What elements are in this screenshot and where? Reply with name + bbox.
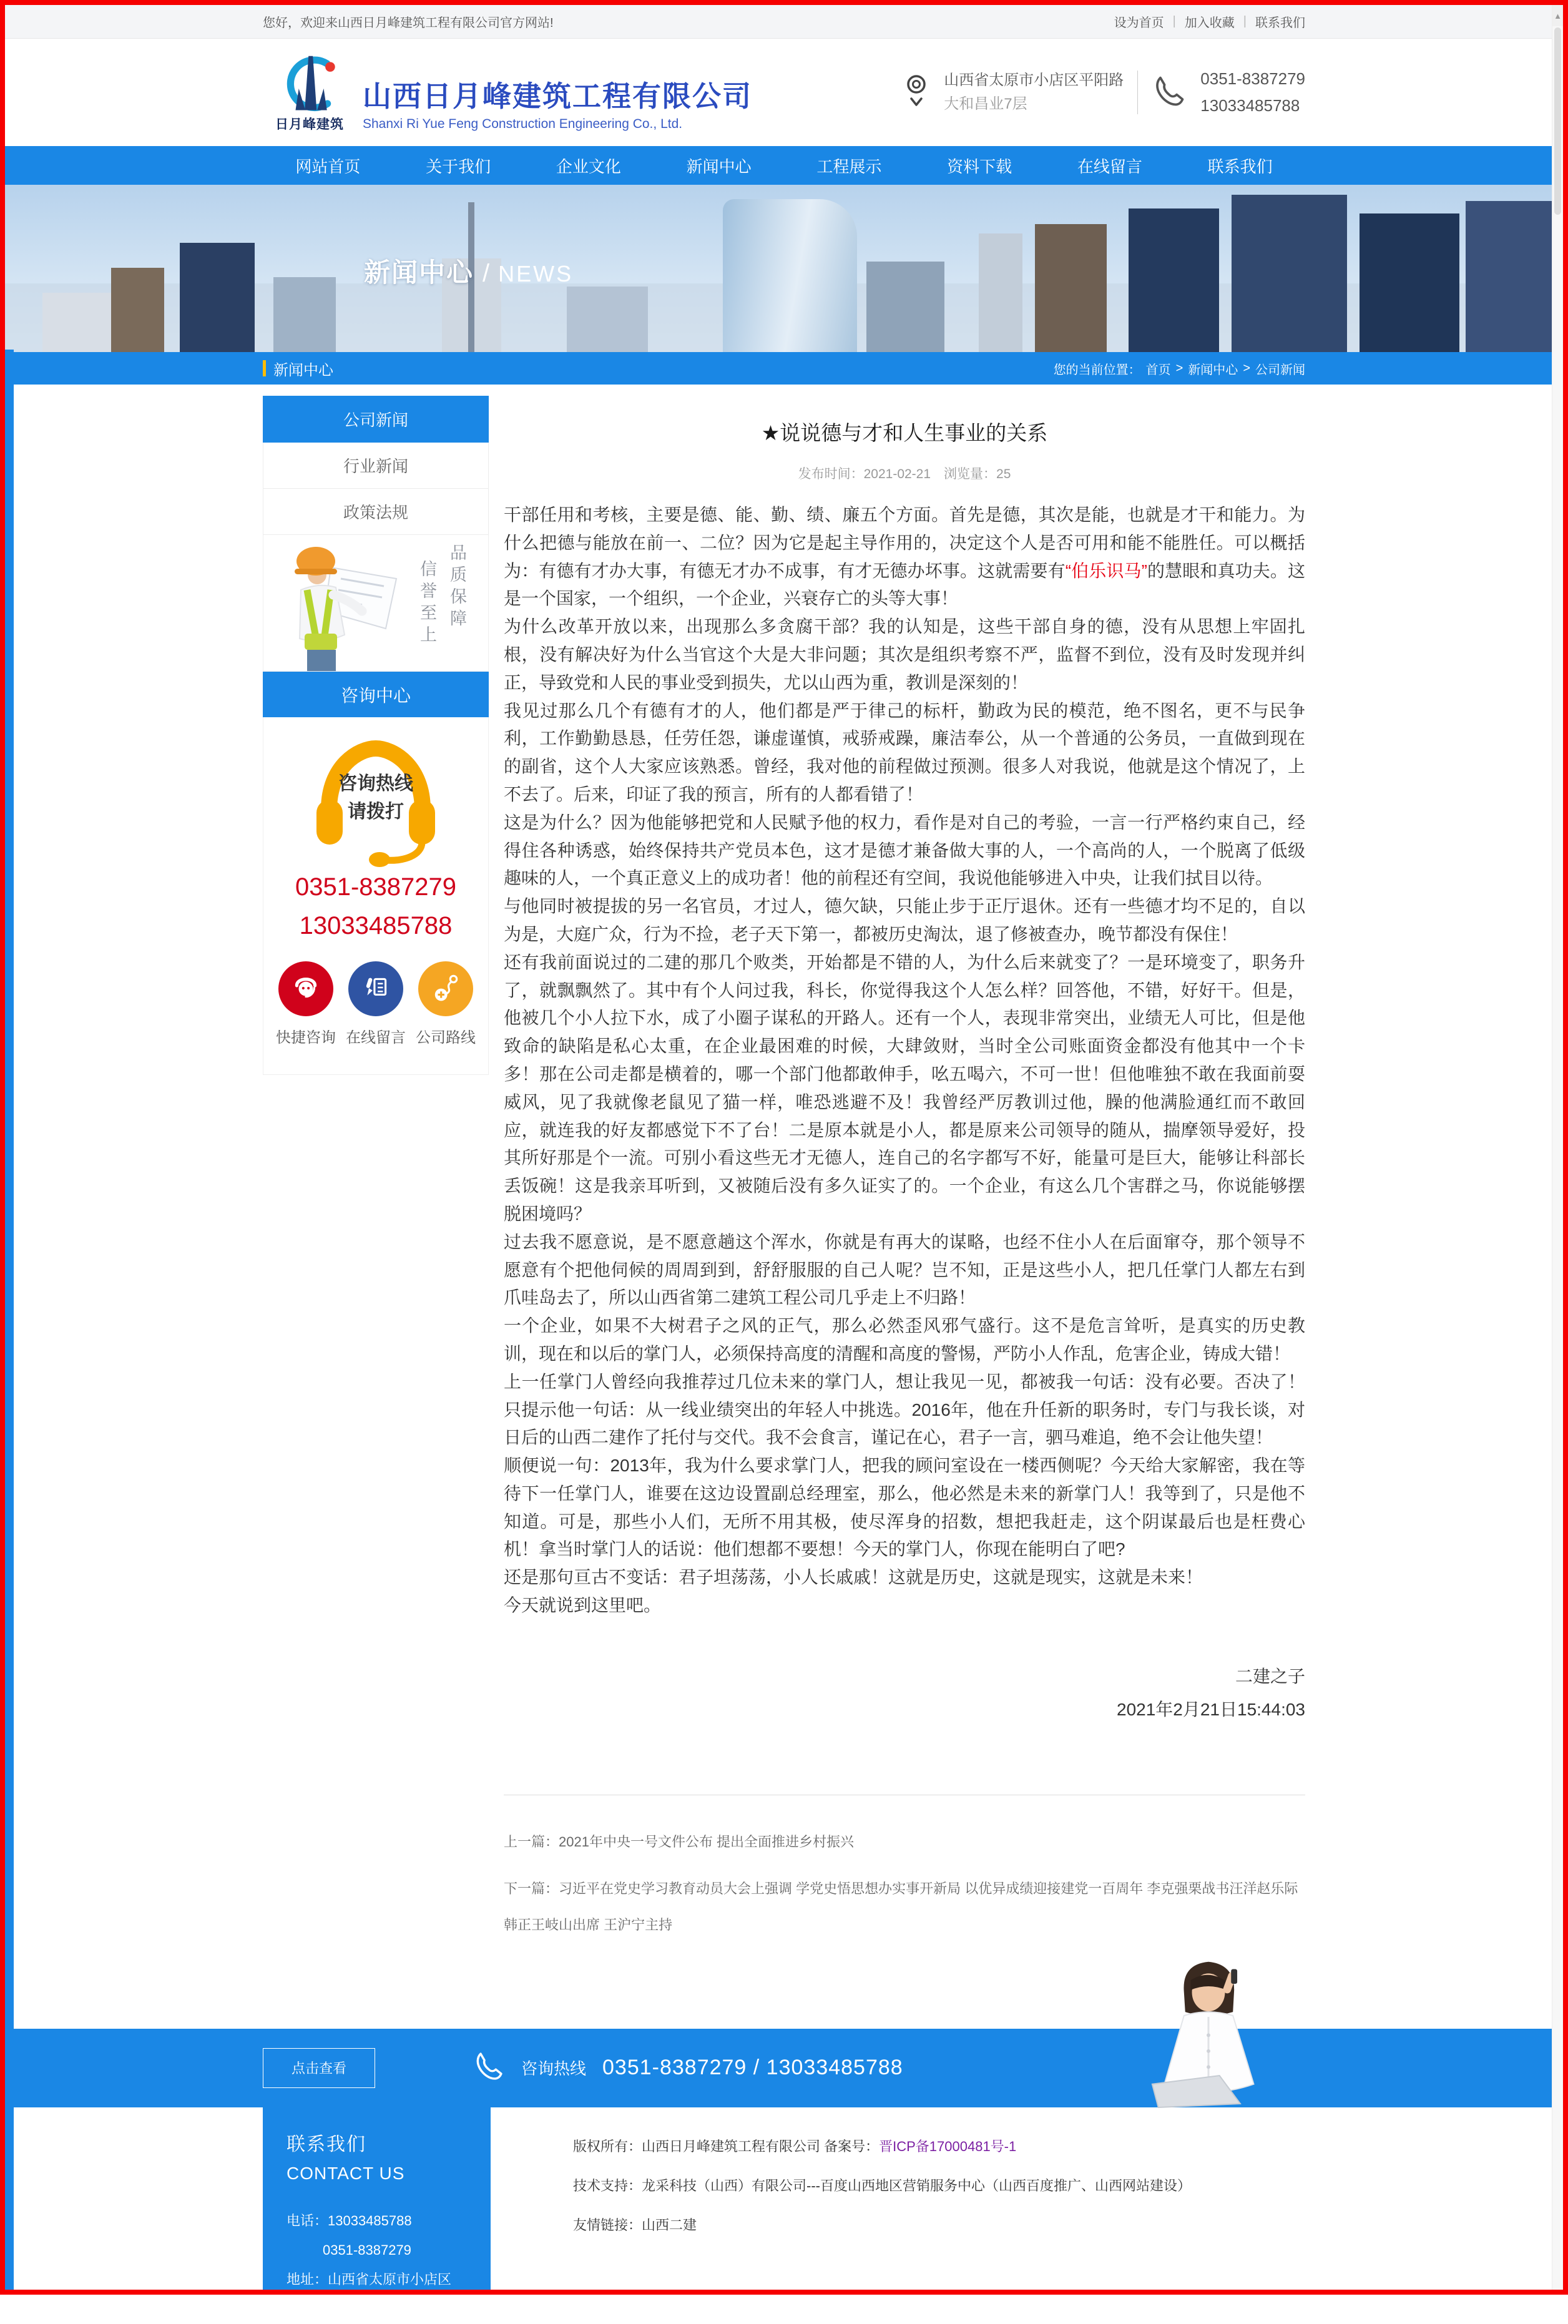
scrollbar-up-arrow[interactable]: ▲ xyxy=(1552,5,1563,26)
hotline-band-label: 咨询热线 xyxy=(521,2059,587,2079)
nav-news[interactable]: 新闻中心 xyxy=(686,157,752,176)
phone-icon xyxy=(1152,74,1187,112)
consult-box xyxy=(263,717,489,1075)
phone-receiver-icon xyxy=(473,2050,505,2086)
sidebar-item-company-news[interactable]: 公司新闻 xyxy=(263,396,489,443)
breadcrumb-current[interactable]: 公司新闻 xyxy=(1255,363,1305,377)
main-nav xyxy=(5,146,1563,185)
banner-building xyxy=(1129,208,1219,352)
banner-building xyxy=(1466,201,1563,352)
address-line1: 山西省太原市小店区平阳路 xyxy=(944,71,1124,89)
banner-slash: / xyxy=(483,260,490,287)
article-paragraph: 还有我前面说过的二建的那几个败类，开始都是不错的人，为什么后来就变了？一是环境变了，职务升了，就飘飘然了。其中有个人问过我，科长，你觉得我这个人怎么样？回答他，不错，好好干。但是，他被几个小人拉下水，成了小圈子谋私的开路人。还有一个人，表现非常突出，业绩无人可比，但是他致命的缺陷是私心太重，在企业最困难的时候，大肆敛财，当时全公司账面资金都没有他其中一个卡多！那在公司走都是横着的，哪一个部门他都敢伸手，吆五喝六，不可一世！但他唯独不敢在我面前耍威风，见了我就像老鼠见了猫一样，唯恐逃避不及！我曾经严厉教训过他，臊的他满脸通红而不敢回应，就连我的好友都感觉下不了台！二是原本就是小人，都是原来公司领导的随从，揣摩领导爱好，投其所好那是个一流。可别小看这些无才无德人，连自己的名字都写不好，能量可是巨大，能够让科部长丢饭碗！这是我亲耳听到，又被随后没有多久证实了的。一个企业，有这么几个害群之马，你说能够摆脱困境吗？ xyxy=(504,952,1305,1223)
breadcrumb xyxy=(1054,360,1305,378)
breadcrumb-separator: > xyxy=(1175,361,1183,375)
hotline-numbers xyxy=(263,868,488,945)
online-message-label: 在线留言 xyxy=(346,1029,406,1046)
article-pagination xyxy=(504,1795,1305,1979)
nav-contact[interactable]: 联系我们 xyxy=(1207,157,1273,176)
banner-building xyxy=(979,233,1022,352)
hotline-band xyxy=(5,2029,1563,2107)
friend-links-line: 友情链接：山西二建 xyxy=(573,2217,697,2233)
address-line2: 大和昌业7层 xyxy=(944,96,1027,112)
banner-building xyxy=(567,287,648,352)
nav-home[interactable]: 网站首页 xyxy=(295,157,361,176)
banner-caption xyxy=(364,252,573,290)
quick-consult-button[interactable] xyxy=(278,961,333,1016)
article-paragraph: 与他同时被提拔的另一名官员，才过人，德欠缺，只能止步于正厅退休。还有一些德才均不足的，自以为是，大庭广众，行为不捡，老子天下第一，都被历史淘汰，退了修被查办，晚节都没有保住！ xyxy=(504,896,1305,944)
customer-service-icon xyxy=(290,972,321,1006)
click-view-button[interactable]: 点击查看 xyxy=(263,2048,375,2088)
article-paragraph: 这是为什么？因为他能够把党和人民赋予他的权力，看作是对自己的考验，一言一行严格约束自己，经得住各种诱惑，始终保持共产党员本色，这才是德才兼备做大事的人，一个高尚的人，一个脱离了低级趣味的人，一个真正意义上的成功者！他的前程还有空间，我说他能够进入中央，让我们拭目以待。 xyxy=(504,812,1305,888)
news-banner xyxy=(5,185,1563,352)
footer-tel-line2: 0351-8387279 xyxy=(323,2242,411,2258)
breadcrumb-news-link[interactable]: 新闻中心 xyxy=(1188,363,1238,377)
tech-support-line: 技术支持：龙采科技（山西）有限公司---百度山西地区营销服务中心（山西百度推广、山西网站建设） xyxy=(573,2177,1191,2194)
sidebar-item-policy[interactable]: 政策法规 xyxy=(263,489,489,535)
copyright-line: 版权所有：山西日月峰建筑工程有限公司 备案号：晋ICP备17000481号-1 xyxy=(573,2138,1017,2154)
sidebar-item-industry-news[interactable]: 行业新闻 xyxy=(263,443,489,489)
pen-message-icon xyxy=(360,972,391,1006)
separator: | xyxy=(1172,14,1176,28)
banner-building xyxy=(1360,213,1459,352)
icp-link[interactable]: 晋ICP备17000481号-1 xyxy=(879,2138,1017,2154)
logo-link[interactable] xyxy=(263,52,752,133)
scrollbar[interactable] xyxy=(1552,5,1563,2290)
banner-building xyxy=(866,262,944,352)
article-paragraph: 过去我不愿意说，是不愿意趟这个浑水，你就是有再大的谋略，也经不住小人在后面窜夺，那个领导不愿意有个把他伺候的周周到到，舒舒服服的自己人呢？岂不知，正是这些小人，把几任掌门人都左右到爪哇岛去了，所以山西省第二建筑工程公司几乎走上不归路！ xyxy=(504,1232,1305,1308)
company-name-en: Shanxi Ri Yue Feng Construction Engineering Co., Ltd. xyxy=(363,116,683,131)
prev-article-link[interactable]: 上一篇：2021年中央一号文件公布 提出全面推进乡村振兴 xyxy=(504,1834,855,1850)
footer-addr-line2: 平阳路大和昌业7层 xyxy=(323,2301,441,2317)
nav-message[interactable]: 在线留言 xyxy=(1077,157,1142,176)
next-article-link[interactable]: 下一篇：习近平在党史学习教育动员大会上强调 学党史悟思想办实事开新局 以优异成绩迎接建党一百周年 李克强栗战书汪洋赵乐际韩正王岐山出席 王沪宁主持 xyxy=(504,1881,1298,1933)
article-paragraph: 为什么改革开放以来，出现那么多贪腐干部？我的认知是，这些干部自身的德，没有从思想上牢固扎根，没有解决好为什么当官这个大是大非问题；其次是组织考察不严，监督不到位，没有及时发现并纠正，导致党和人民的事业受到损失，尤以山西为重，教训是深刻的！ xyxy=(504,617,1305,692)
header-contact xyxy=(903,66,1305,119)
header-phone1: 0351-8387279 xyxy=(1200,69,1305,89)
quality-promo-image xyxy=(263,535,489,672)
banner-building xyxy=(1232,195,1347,352)
consult-center-header: 咨询中心 xyxy=(263,672,489,717)
header-phone2: 13033485788 xyxy=(1200,96,1300,115)
add-favorite-link[interactable]: 加入收藏 xyxy=(1184,16,1235,30)
article-body xyxy=(504,501,1305,1620)
banner-building xyxy=(111,268,164,352)
signature-date: 2021年2月21日15:44:03 xyxy=(1117,1700,1305,1720)
banner-building xyxy=(1035,224,1107,352)
company-logo-icon xyxy=(277,52,342,118)
banner-building xyxy=(723,199,857,352)
set-home-link[interactable]: 设为首页 xyxy=(1114,16,1164,30)
topbar-links xyxy=(1114,12,1305,31)
article-paragraph: 干部任用和考核，主要是德、能、勤、绩、廉五个方面。首先是德，其次是能，也就是才干和能力。为什么把德与能放在前一、二位？因为它是起主导作用的，决定这个人是否可用和能不能胜任。可以概括为：有德有才办大事，有德无才办不成事，有才无德办坏事。这就需要有“伯乐识马”的慧眼和真功夫。这是一个国家，一个组织，一个企业，兴衰存亡的头等大事！ xyxy=(504,505,1305,609)
promo-text-quality: 品质保障 xyxy=(448,544,466,631)
company-name: 山西日月峰建筑工程有限公司 xyxy=(363,79,752,112)
breadcrumb-band xyxy=(5,352,1563,385)
breadcrumb-prefix: 您的当前位置： xyxy=(1053,363,1141,377)
welcome-text: 您好，欢迎来山西日月峰建筑工程有限公司官方网站! xyxy=(263,16,554,30)
friend-link-shanxi-erjian[interactable]: 山西二建 xyxy=(642,2217,697,2233)
company-route-button[interactable] xyxy=(418,961,473,1016)
article-meta: 发布时间：2021-02-21 浏览量：25 xyxy=(798,467,1011,481)
article-paragraph: 顺便说一句：2013年，我为什么要求掌门人，把我的顾问室设在一楼西侧呢？今天给大家解密，我在等待下一任掌门人，谁要在这边设置副总经理室，那么，他必然是未来的新掌门人！我等到了，只是他不知道。可是，那些小人们，无所不用其极，使尽浑身的招数，想把我赶走，这个阴谋最后也是枉费心机！拿当时掌门人的话说：他们想都不要想！今天的掌门人，你现在能明白了吧? xyxy=(504,1456,1305,1559)
banner-building xyxy=(180,243,255,352)
promo-text-reputation: 信誉至上 xyxy=(418,560,436,647)
site-header xyxy=(5,39,1563,146)
left-accent-strip xyxy=(5,350,14,2290)
hotline-phone2: 13033485788 xyxy=(299,912,453,939)
breadcrumb-home-link[interactable]: 首页 xyxy=(1145,363,1171,377)
article-paragraph: 上一任掌门人曾经向我推荐过几位未来的掌门人，想让我见一见，都被我一句话：没有必要。否决了！只提示他一句话：从一线业绩突出的年轻人中挑选。2016年，他在升任新的职务时，专门与我长谈，对日后的山西二建作了托付与交代。我不会食言，谨记在心，君子一言，驷马难追，绝不会让他失望！ xyxy=(504,1371,1305,1448)
headset-hotline-icon xyxy=(298,860,454,870)
article-signature xyxy=(504,1660,1305,1726)
section-title xyxy=(263,358,333,380)
footer-addr-line1: 地址：山西省太原市小店区 xyxy=(287,2272,452,2288)
nav-projects[interactable]: 工程展示 xyxy=(816,157,882,176)
banner-subtitle: NEWS xyxy=(498,261,574,287)
topbar xyxy=(5,5,1563,39)
location-pin-icon xyxy=(903,72,930,113)
online-message-button[interactable] xyxy=(348,961,403,1016)
section-title-text: 新闻中心 xyxy=(273,361,333,379)
divider xyxy=(1137,71,1138,114)
article-paragraph: 我见过那么几个有德有才的人，他们都是严于律己的标杆，勤政为民的模范，绝不图名，更不与民争利，工作勤勤恳恳，任劳任怨，谦虚谨慎，戒骄戒躁，廉洁奉公，从一个普通的公务员，一直做到现在的副省，这个人大家应该熟悉。曾经，我对他的前程做过预测。很多人对我说，他就是这个情况了，上不去了。后来，印证了我的预言，所有的人都看错了！ xyxy=(504,700,1305,804)
logo-small-text: 日月峰建筑 xyxy=(275,117,344,132)
customer-service-lady-image xyxy=(1146,1954,1271,2107)
nav-downloads[interactable]: 资料下载 xyxy=(947,157,1012,176)
route-map-icon xyxy=(430,972,461,1006)
article-paragraph: 还是那句亘古不变话：君子坦荡荡，小人长戚戚！这就是历史，这就是现实，这就是未来！ xyxy=(504,1567,1203,1587)
main-content xyxy=(263,385,1305,1979)
scrollbar-thumb[interactable] xyxy=(1554,27,1561,215)
article-title: ★说说德与才和人生事业的关系 xyxy=(761,421,1048,444)
breadcrumb-separator: > xyxy=(1243,361,1250,375)
banner-building xyxy=(273,277,336,352)
footer-contact-panel xyxy=(263,2107,491,2317)
accent-bar xyxy=(263,360,266,376)
nav-about[interactable]: 关于我们 xyxy=(426,157,491,176)
article xyxy=(504,396,1305,1979)
separator: | xyxy=(1243,14,1247,28)
company-route-label: 公司路线 xyxy=(416,1029,476,1046)
hotline-band-numbers: 0351-8387279 / 13033485788 xyxy=(602,2056,903,2080)
footer-contact-cn: 联系我们 xyxy=(287,2134,366,2155)
quick-consult-label: 快捷咨询 xyxy=(276,1029,336,1046)
sidebar xyxy=(263,396,489,1075)
highlighted-text: “伯乐识马” xyxy=(1065,561,1147,581)
banner-title: 新闻中心 xyxy=(364,258,474,287)
footer-contact-en: CONTACT US xyxy=(287,2163,405,2183)
footer xyxy=(5,2107,1563,2317)
article-paragraph: 今天就说到这里吧。 xyxy=(504,1596,662,1616)
hotline-phone1: 0351-8387279 xyxy=(295,873,457,901)
footer-tel-line1: 电话：13033485788 xyxy=(287,2212,412,2228)
article-paragraph: 一个企业，如果不大树君子之风的正气，那么必然歪风邪气盛行。这不是危言耸听，是真实的历史教训，现在和以后的掌门人，必须保持高度的清醒和高度的警惕，严防小人作乱，危害企业，铸成大错！ xyxy=(504,1316,1305,1363)
contact-us-link[interactable]: 联系我们 xyxy=(1255,16,1305,30)
hotline-caption: 咨询热线 请拨打 xyxy=(338,773,413,822)
signature-name: 二建之子 xyxy=(1235,1666,1305,1686)
nav-culture[interactable]: 企业文化 xyxy=(556,157,621,176)
